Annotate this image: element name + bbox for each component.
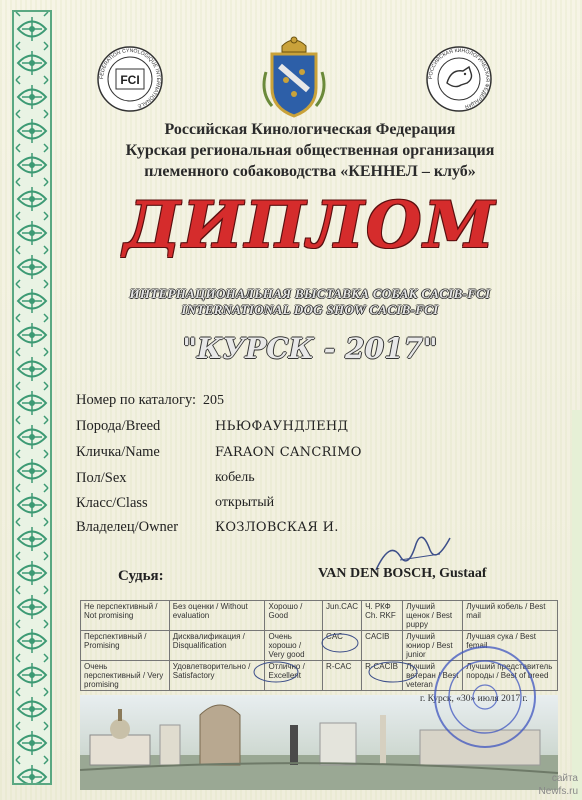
grade-cell-rcacib: R-CACIB	[362, 661, 403, 691]
grade-cell: Дисквалификация / Disqualification	[169, 631, 265, 661]
grade-cell: Лучший кобель / Best mail	[463, 601, 558, 631]
grade-cell: Jun.CAC	[323, 601, 362, 631]
judge-label: Судья:	[118, 568, 164, 584]
fci-logo-text: FCI	[120, 73, 140, 87]
excellent-circle-mark	[254, 662, 298, 682]
grade-cell: Хорошо / Good	[265, 601, 323, 631]
show-name-ru: ИНТЕРНАЦИОНАЛЬНАЯ ВЫСТАВКА СОБАК CACIB-FCI	[129, 286, 491, 301]
name-label: Кличка/Name	[76, 444, 160, 460]
cac-circle-mark	[322, 634, 358, 652]
org-name-line1: Российская Кинологическая Федерация	[164, 121, 456, 138]
grade-cell: Без оценки / Without evaluation	[169, 601, 265, 631]
class-value: открытый	[215, 495, 275, 510]
breed-value: НЬЮФАУНДЛЕНД	[215, 419, 349, 434]
owner-label: Владелец/Owner	[76, 519, 179, 535]
org-name-line3: племенного собаководства «КЕННЕЛ – клуб»	[144, 163, 476, 180]
grade-cell: Лучший щенок / Best puppy	[403, 601, 463, 631]
watermark-line2: Newfs.ru	[538, 786, 578, 797]
breed-label: Порода/Breed	[76, 418, 161, 434]
show-city-year: "КУРСК - 2017"	[182, 332, 438, 365]
grade-cell: Удовлетворительно / Satisfactory	[169, 661, 265, 691]
grade-cell: CACIB	[362, 631, 403, 661]
grade-cell: Не перспективный / Not promising	[81, 601, 170, 631]
grade-cell: Очень хорошо / Very good	[265, 631, 323, 661]
name-value: FARAON CANCRIMO	[215, 445, 362, 460]
catalog-label: Номер по каталогу:	[76, 392, 197, 408]
club-stamp	[425, 642, 545, 757]
grade-cell: Лучший ветеран / Best veteran	[403, 661, 463, 691]
class-label: Класс/Class	[76, 495, 148, 511]
owner-value: КОЗЛОВСКАЯ И.	[215, 520, 339, 535]
grade-cell-cac: CAC	[323, 631, 362, 661]
svg-text:FEDERATION CYNOLOGIQUE INTERNA: FEDERATION CYNOLOGIQUE INTERNATIONALE	[98, 47, 162, 109]
org-name-line2: Курская региональная общественная организация	[125, 142, 495, 159]
grade-cell: Ч. РКФ Ch. RKF	[362, 601, 403, 631]
show-name-en: INTERNATIONAL DOG SHOW CACIB-FCI	[181, 302, 439, 317]
grade-cell: Очень перспективный / Very promising	[81, 661, 170, 691]
judge-name: VAN DEN BOSCH, Gustaaf	[318, 566, 487, 581]
svg-text:РОССИЙСКАЯ КИНОЛОГИЧЕСКАЯ ФЕДЕ: РОССИЙСКАЯ КИНОЛОГИЧЕСКАЯ ФЕДЕРАЦИЯ	[427, 47, 491, 110]
grade-cell: Лучший юниор / Best junior	[403, 631, 463, 661]
sex-label: Пол/Sex	[76, 470, 127, 486]
grade-cell: Лучшая сука / Best femail	[463, 631, 558, 661]
issue-date: г. Курск, «30» июля 2017 г.	[420, 694, 528, 704]
grade-cell: R-CAC	[323, 661, 362, 691]
sex-value: кобель	[215, 470, 255, 485]
grade-cell: Лучший представитель породы / Best of breed	[463, 661, 558, 691]
diploma-title: ДИПЛОМ	[123, 188, 497, 263]
watermark-line1: сайта	[551, 773, 578, 784]
catalog-value: 205	[203, 393, 224, 408]
grade-cell-excellent: Отлично / Excellent	[265, 661, 323, 691]
grade-cell: Перспективный / Promising	[81, 631, 170, 661]
rcacib-circle-mark	[369, 662, 417, 682]
